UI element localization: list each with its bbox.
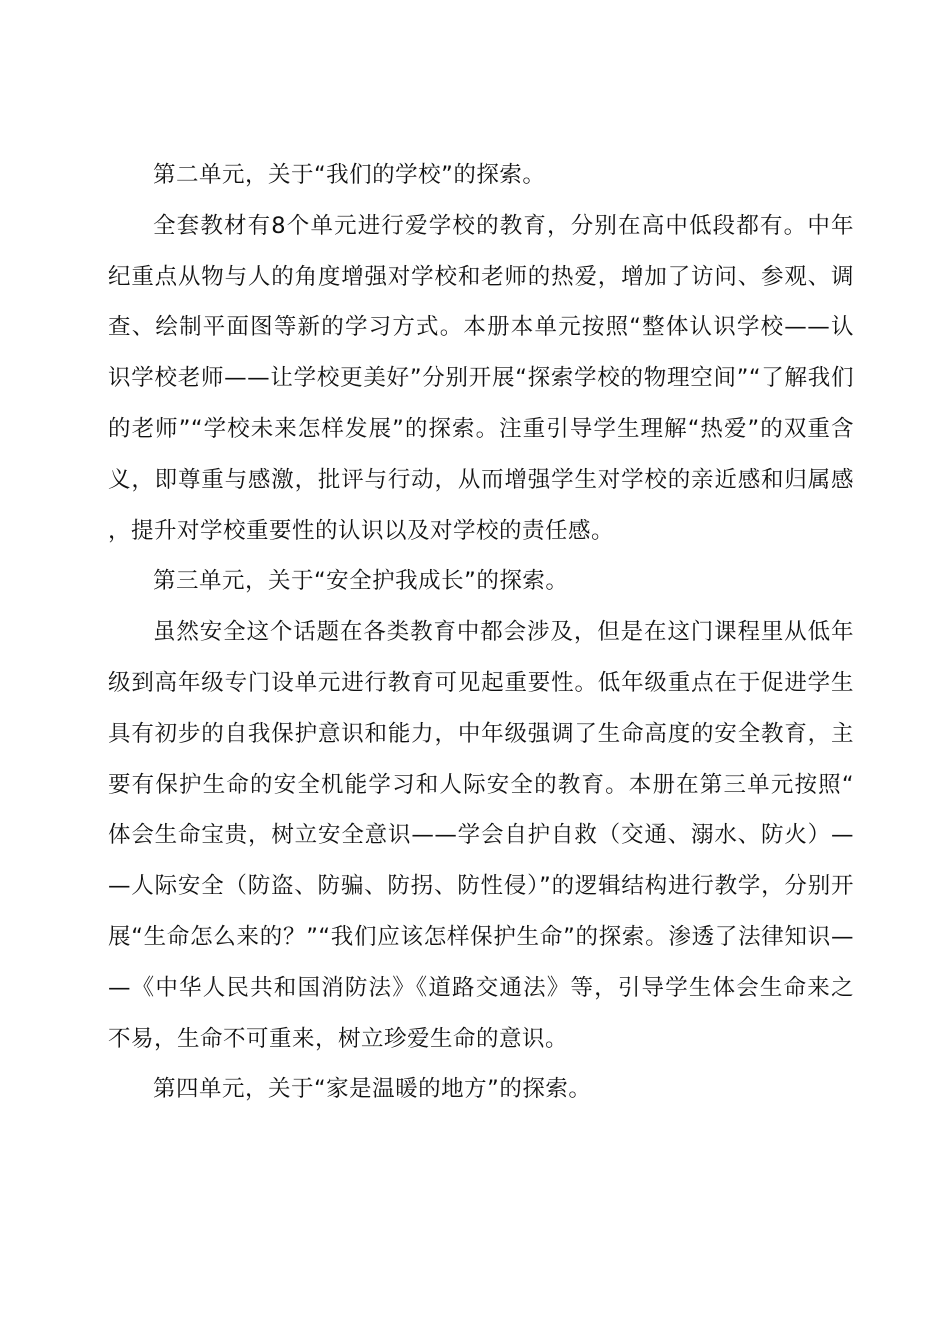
unit-two-heading: 第二单元，关于“我们的学校”的探索。	[153, 162, 546, 188]
unit-three-description: 虽然安全这个话题在各类教育中都会涉及，但是在这门课程里从低年级到高年级专门设单元进行教育可见起重要性。低年级重点在于促进学生具有初步的自我保护意识和能力，中年级强调了生命高度的安全教育，主要有保护生命的安全机能学习和人际安全的教育。本册在第三单元按照“体会生命宝贵，树立安全意识——学会自护自救（交通、溺水、防火）——人际安全（防盗、防骗、防拐、防性侵）”的逻辑结构进行教学，分别开展“生命怎么来的？”“我们应该怎样保护生命”的探索。渗透了法律知识——《中华人民共和国消防法》《道路交通法》等，引导学生体会生命来之不易，生命不可重来，树立珍爱生命的意识。	[108, 619, 854, 1052]
unit-four-heading: 第四单元，关于“家是温暖的地方”的探索。	[153, 1076, 592, 1103]
unit-two-description: 全套教材有8个单元进行爱学校的教育，分别在高中低段都有。中年纪重点从物与人的角度增强对学校和老师的热爱，增加了访问、参观、调查、绘制平面图等新的学习方式。本册本单元按照“整体认识学校——认识学校老师——让学校更美好”分别开展“探索学校的物理空间”“了解我们的老师”“学校未来怎样发展”的探索。注重引导学生理解“热爱”的双重含义，即尊重与感激，批评与行动，从而增强学生对学校的亲近感和归属感，提升对学校重要性的认识以及对学校的责任感。	[108, 212, 854, 544]
unit-three-heading: 第三单元，关于“安全护我成长”的探索。	[153, 568, 569, 595]
document-body	[108, 150, 854, 1115]
